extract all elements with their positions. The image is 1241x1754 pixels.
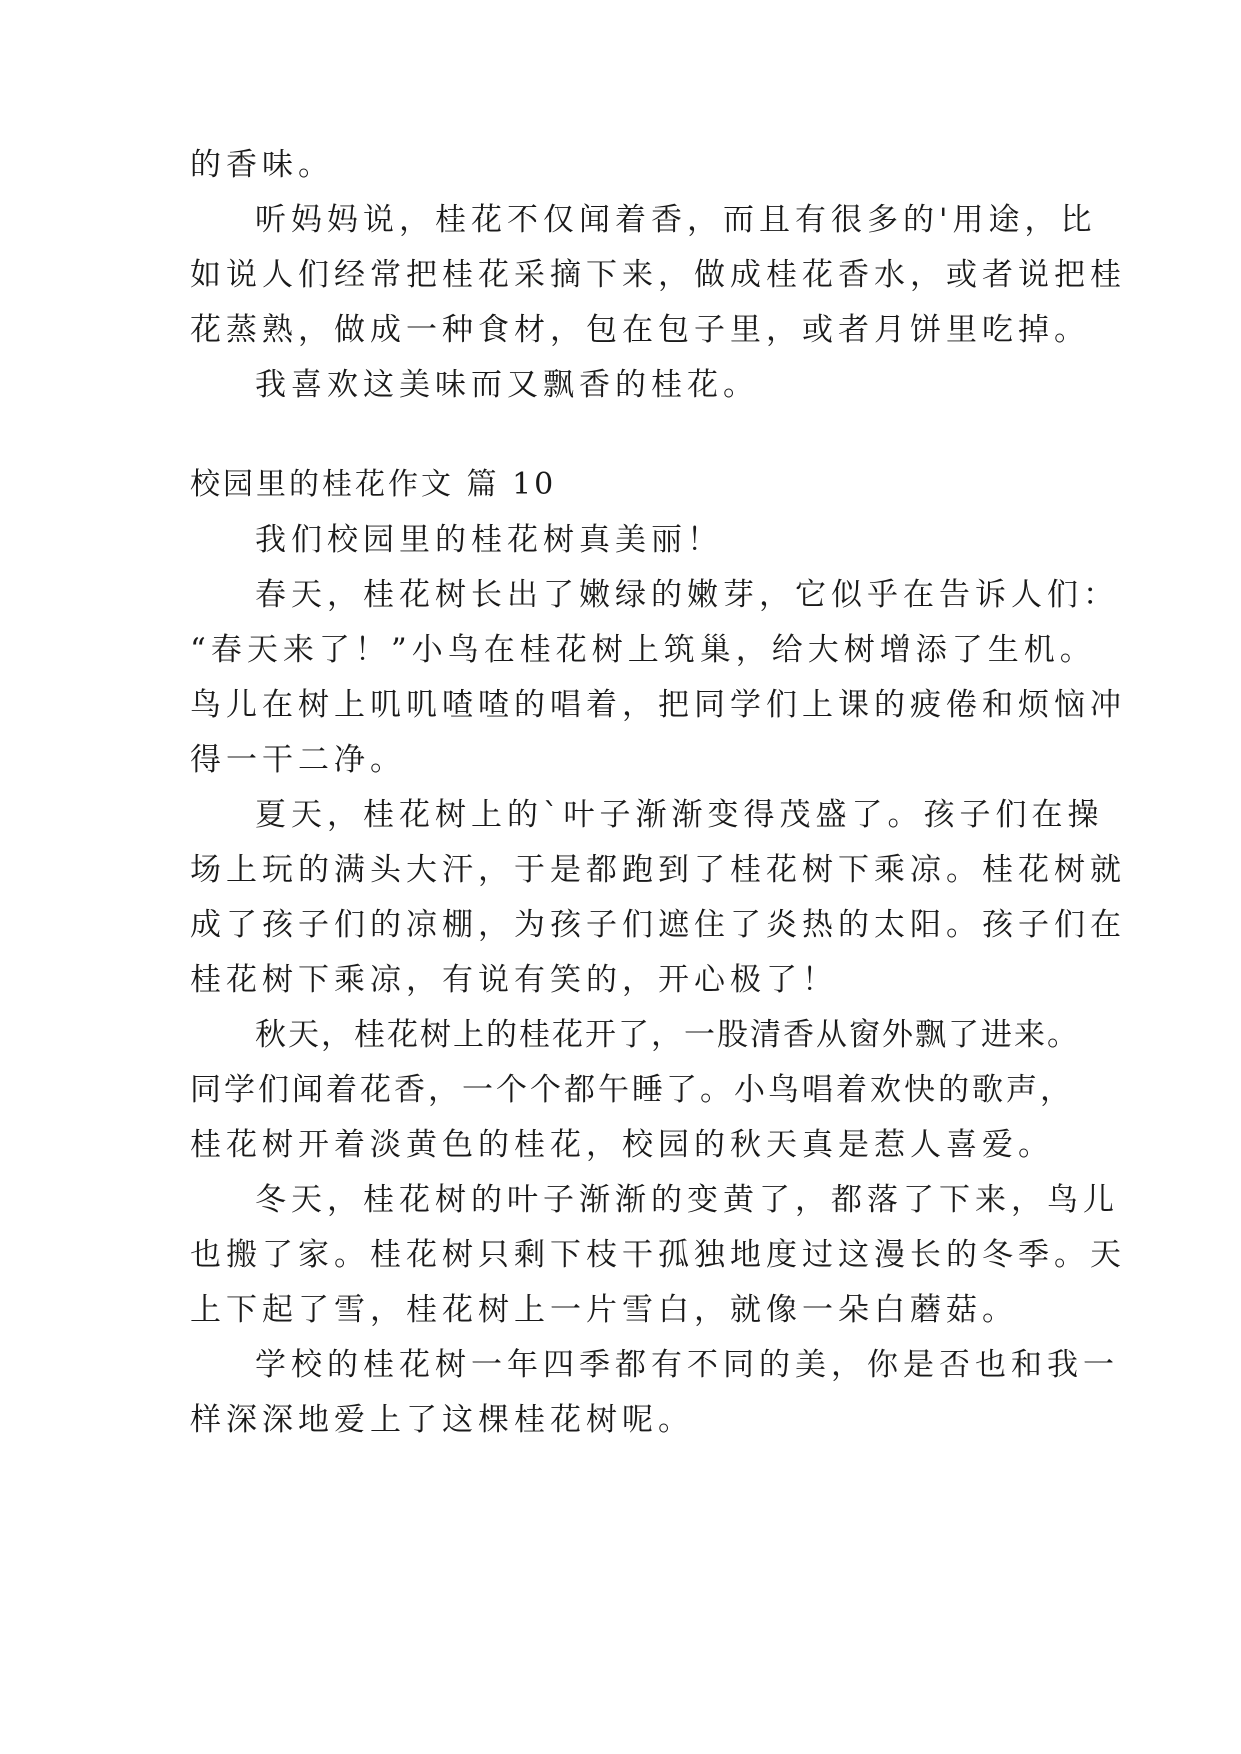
text-line: 听妈妈说，桂花不仅闻着香，而且有很多的'用途，比 [255, 202, 1097, 238]
text-line: 的香味。 [190, 147, 334, 183]
text-line: 得一干二净。 [190, 742, 406, 778]
text-line: 上下起了雪，桂花树上一片雪白，就像一朵白蘑菇。 [190, 1292, 1018, 1328]
text-line: 秋天，桂花树上的桂花开了，一股清香从窗外飘了进来。 [255, 1017, 1080, 1053]
text-line: 鸟儿在树上叽叽喳喳的唱着，把同学们上课的疲倦和烦恼冲 [190, 687, 1126, 723]
text-line: 我们校园里的桂花树真美丽！ [255, 522, 723, 558]
text-line: 花蒸熟，做成一种食材，包在包子里，或者月饼里吃掉。 [190, 312, 1090, 348]
text-line: 桂花树开着淡黄色的桂花，校园的秋天真是惹人喜爱。 [190, 1127, 1054, 1163]
text-line: 场上玩的满头大汗，于是都跑到了桂花树下乘凉。桂花树就 [190, 852, 1126, 888]
text-line: 春天，桂花树长出了嫩绿的嫩芽，它似乎在告诉人们： [255, 577, 1119, 613]
text-line: 如说人们经常把桂花采摘下来，做成桂花香水，或者说把桂 [190, 257, 1126, 293]
text-line: 学校的桂花树一年四季都有不同的美，你是否也和我一 [255, 1347, 1119, 1383]
text-line: 样深深地爱上了这棵桂花树呢。 [190, 1402, 694, 1438]
text-line: 成了孩子们的凉棚，为孩子们遮住了炎热的太阳。孩子们在 [190, 907, 1126, 943]
text-line: 同学们闻着花香，一个个都午睡了。小鸟唱着欢快的歌声， [190, 1072, 1074, 1108]
text-line: “春天来了！”小鸟在桂花树上筑巢，给大树增添了生机。 [190, 632, 1096, 668]
text-line: 冬天，桂花树的叶子渐渐的变黄了，都落了下来，鸟儿 [255, 1182, 1119, 1218]
text-line: 我喜欢这美味而又飘香的桂花。 [255, 367, 759, 403]
text-line: 桂花树下乘凉，有说有笑的，开心极了！ [190, 962, 838, 998]
text-line: 夏天，桂花树上的`叶子渐渐变得茂盛了。孩子们在操 [255, 797, 1104, 833]
text-line: 也搬了家。桂花树只剩下枝干孤独地度过这漫长的冬季。天 [190, 1237, 1126, 1273]
section-heading: 校园里的桂花作文 篇 10 [190, 467, 557, 502]
